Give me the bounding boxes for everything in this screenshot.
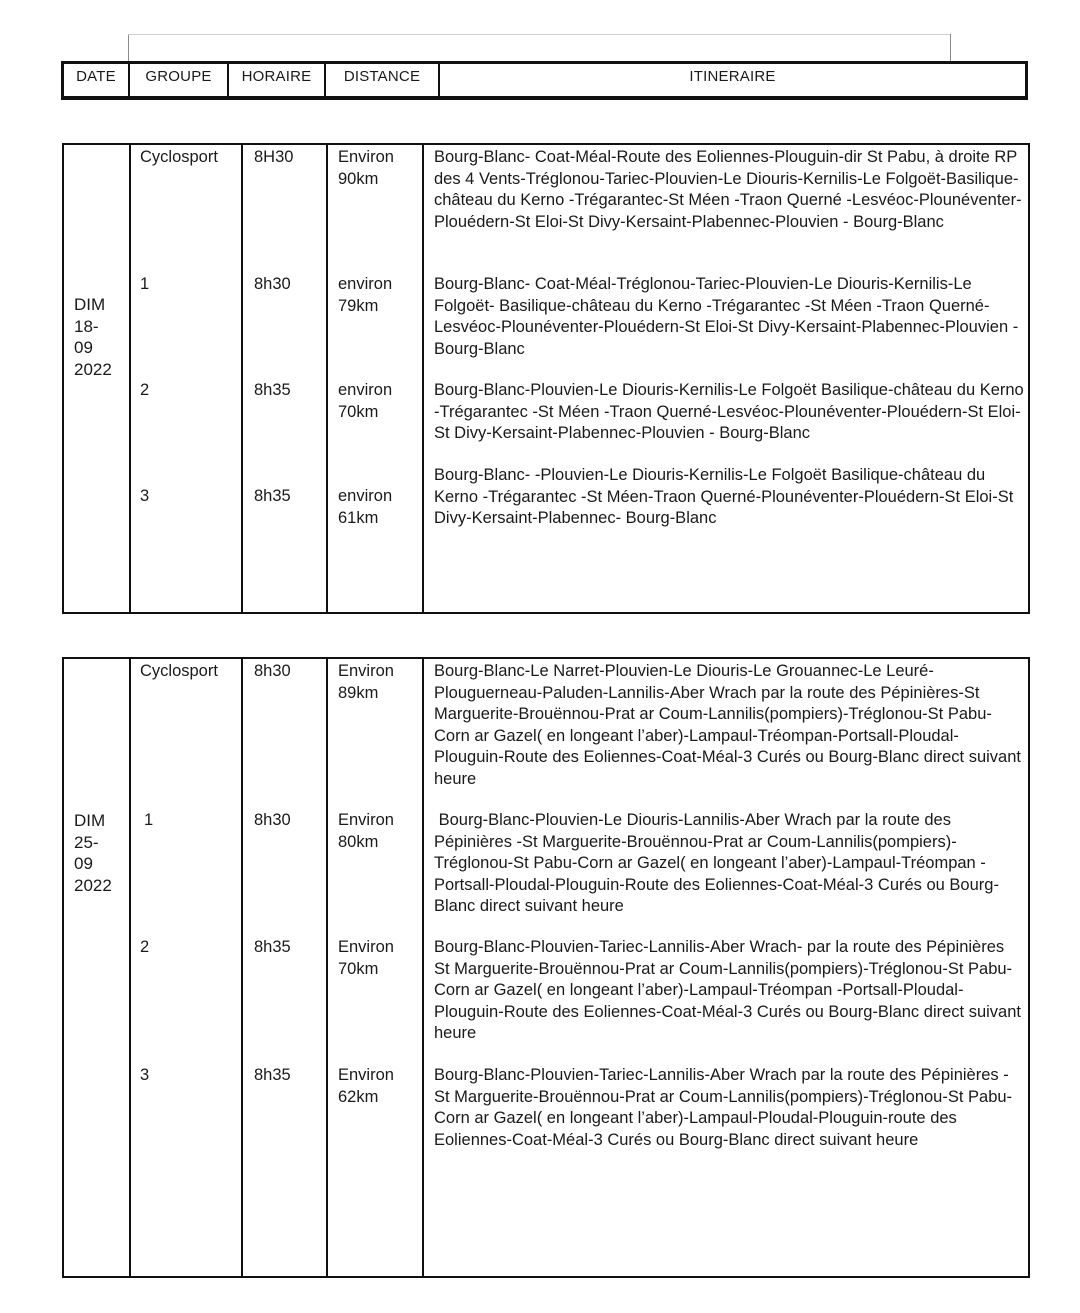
distance-cell <box>338 486 418 529</box>
distance-label: environ <box>338 381 393 399</box>
header-table <box>61 61 1028 100</box>
itineraire-cell: Bourg-Blanc-Plouvien-Le Diouris-Kernilis-Le Folgoët Basilique-château du Kerno -Trégarantec -St Méen -Traon Querné-Lesvéoc-Plounéventer-Plouédern-St Eloi-St Divy-Kersaint-Plabennec-Plouvien - Bourg-Blanc <box>434 381 1024 442</box>
date-line: 18- <box>74 316 99 336</box>
distance-label: Environ <box>338 811 394 829</box>
groupe-cell: 1 <box>140 275 150 293</box>
date-line: 09 <box>74 338 93 357</box>
column-divider <box>326 145 328 612</box>
horaire-cell: 8h35 <box>254 381 291 399</box>
date-line: DIM <box>74 811 106 830</box>
column-divider <box>422 659 424 1276</box>
distance-label: Environ <box>338 662 394 680</box>
date-line: 09 <box>74 854 93 873</box>
date-cell <box>64 659 131 1276</box>
distance-label: Environ <box>338 148 394 166</box>
column-divider <box>241 145 243 612</box>
itineraire-cell: Bourg-Blanc- -Plouvien-Le Diouris-Kernilis-Le Folgoët Basilique-château du Kerno -Trégarantec -St Méen-Traon Querné-Plounéventer-Plouédern-St Eloi-St Divy-Kersaint-Plabennec- Bourg-Blanc <box>434 466 1014 527</box>
horaire-cell: 8h35 <box>254 938 291 956</box>
header-date: DATE <box>64 64 130 96</box>
distance-cell <box>338 937 418 980</box>
itineraire-cell: Bourg-Blanc- Coat-Méal-Tréglonou-Tariec-Plouvien-Le Diouris-Kernilis-Le Folgoët- Basilique-château du Kerno -Trégarantec -St Méen -Traon Querné-Lesvéoc-Plounéventer-Plouédern-St Eloi-St Divy-Kersaint-Plabennec-Plouvien - Bourg-Blanc <box>434 275 1019 358</box>
column-divider <box>326 659 328 1276</box>
date-label <box>74 294 124 380</box>
header-itineraire: ITINERAIRE <box>689 68 776 85</box>
groupe-cell: 1 <box>144 811 154 829</box>
itineraire-cell: Bourg-Blanc-Plouvien-Tariec-Lannilis-Aber Wrach- par la route des Pépinières St Marguerite-Brouënnou-Prat ar Coum-Lannilis(pompiers)-Tréglonou-St Pabu-Corn ar Gazel( en longeant l’aber)-Lampaul-Tréompan -Portsall-Ploudal-Plouguin-Route des Eoliennes-Coat-Méal-3 Curés ou Bourg-Blanc direct suivant heure <box>434 938 1021 1042</box>
date-cell <box>64 145 131 612</box>
column-divider <box>241 659 243 1276</box>
ruler-guide-left <box>128 34 129 62</box>
groupe-cell: 3 <box>140 1066 150 1084</box>
horaire-cell: 8h30 <box>254 811 291 829</box>
itineraire-cell: Bourg-Blanc- Coat-Méal-Route des Eoliennes-Plouguin-dir St Pabu, à droite RP des 4 Vents-Tréglonou-Tariec-Plouvien-Le Diouris-Kernilis-Le Folgoët-Basilique-château du Kerno -Trégarantec-St Méen -Traon Querné -Lesvéoc-Plounéventer-Plouédern-St Eloi-St Divy-Kersaint-Plabennec-Plouvien - Bourg-Blanc <box>434 148 1022 231</box>
groupe-cell: 2 <box>140 381 150 399</box>
distance-cell <box>338 274 418 317</box>
distance-value: 90km <box>338 169 379 188</box>
groupe-cell: Cyclosport <box>140 148 218 166</box>
distance-value: 89km <box>338 683 379 702</box>
date-line: 25- <box>74 832 99 852</box>
ruler-guide-right <box>950 34 951 62</box>
distance-cell <box>338 661 418 704</box>
groupe-cell: Cyclosport <box>140 662 218 680</box>
distance-label: environ <box>338 487 393 505</box>
horaire-cell: 8h30 <box>254 275 291 293</box>
date-line: 2022 <box>74 875 112 895</box>
ruler-guide-top <box>128 34 950 35</box>
header-distance: DISTANCE <box>326 64 440 96</box>
distance-value: 79km <box>338 296 379 315</box>
schedule-table-18-09-2022 <box>62 143 1030 614</box>
groupe-cell: 3 <box>140 487 150 505</box>
distance-value: 62km <box>338 1087 379 1106</box>
distance-label: environ <box>338 275 393 293</box>
distance-label: Environ <box>338 1066 394 1084</box>
itineraire-cell: Bourg-Blanc-Le Narret-Plouvien-Le Diouris-Le Grouannec-Le Leuré-Plouguerneau-Paluden-Lannilis-Aber Wrach par la route des Pépinières-St Marguerite-Brouënnou-Prat ar Coum-Lannilis(pompiers)-Tréglonou-St Pabu-Corn ar Gazel( en longeant l’aber)-Lampaul-Tréompan-Portsall-Ploudal-Plouguin-Route des Eoliennes-Coat-Méal-3 Curés ou Bourg-Blanc direct suivant heure <box>434 662 1021 788</box>
distance-value: 80km <box>338 832 379 851</box>
distance-cell <box>338 147 418 190</box>
distance-cell <box>338 1065 418 1108</box>
distance-cell <box>338 810 418 853</box>
date-label <box>74 810 124 896</box>
groupe-cell: 2 <box>140 938 150 956</box>
schedule-table-25-09-2022 <box>62 657 1030 1278</box>
distance-cell <box>338 380 418 423</box>
horaire-cell: 8h30 <box>254 662 291 680</box>
distance-label: Environ <box>338 938 394 956</box>
column-divider <box>422 145 424 612</box>
distance-value: 70km <box>338 959 379 978</box>
header-groupe: GROUPE <box>130 64 229 96</box>
horaire-cell: 8h35 <box>254 487 291 505</box>
itineraire-cell: Bourg-Blanc-Plouvien-Tariec-Lannilis-Aber Wrach par la route des Pépinières -St Marguerite-Brouënnou-Prat ar Coum-Lannilis(pompiers)-Tréglonou-St Pabu-Corn ar Gazel( en longeant l’aber)-Lampaul-Ploudal-Plouguin-route des Eoliennes-Coat-Méal-3 Curés ou Bourg-Blanc direct suivant heure <box>434 1066 1013 1149</box>
itineraire-cell: Bourg-Blanc-Plouvien-Le Diouris-Lannilis-Aber Wrach par la route des Pépinières -St Marguerite-Brouënnou-Prat ar Coum-Lannilis(pompiers)-Tréglonou-St Pabu-Corn ar Gazel( en longeant l’aber)-Lampaul-Tréompan -Portsall-Ploudal-Plouguin-Route des Eoliennes-Coat-Méal-3 Curés ou Bourg-Blanc direct suivant heure <box>434 811 999 915</box>
date-line: DIM <box>74 295 106 314</box>
header-horaire: HORAIRE <box>229 64 326 96</box>
horaire-cell: 8h35 <box>254 1066 291 1084</box>
distance-value: 61km <box>338 508 379 527</box>
date-line: 2022 <box>74 359 112 379</box>
distance-value: 70km <box>338 402 379 421</box>
horaire-cell: 8H30 <box>254 148 294 166</box>
